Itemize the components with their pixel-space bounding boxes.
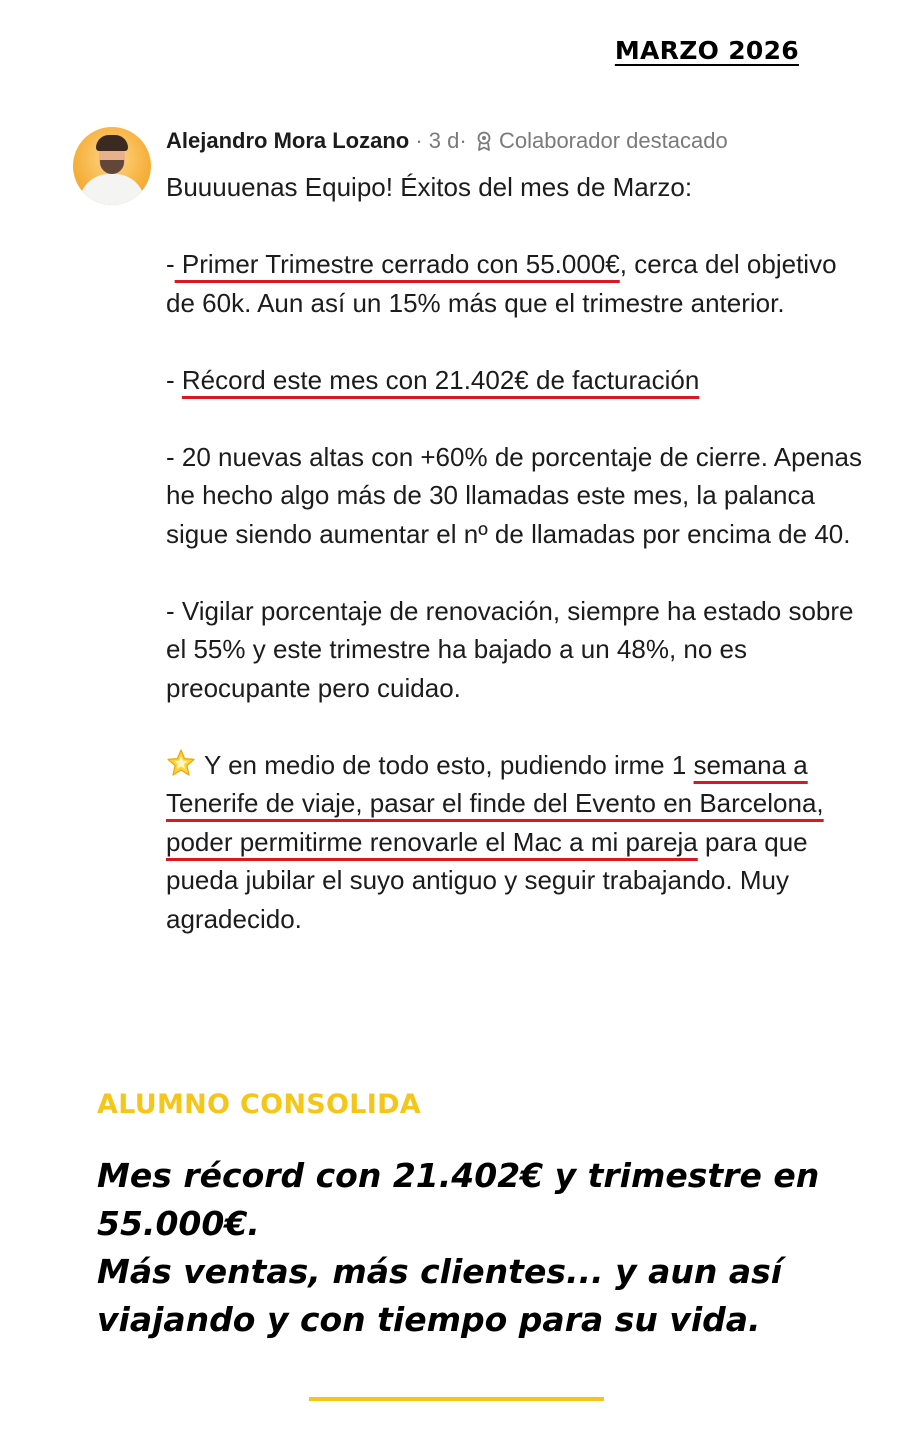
highlight-lifestyle: semana a Tenerife de viaje, pasar el finde del Evento en Barcelona, poder permitirme renovarle el Mac a mi pareja xyxy=(166,749,824,857)
month-title: MARZO 2026 xyxy=(614,36,799,65)
headline-line-2: Más ventas, más clientes... y aun así viajando y con tiempo para su vida. xyxy=(97,1252,783,1339)
footer-divider xyxy=(309,1397,604,1401)
post-greeting: Buuuuenas Equipo! Éxitos del mes de Marzo: xyxy=(166,172,693,202)
headline-line-1: Mes récord con 21.402€ y trimestre en 55.000€. xyxy=(97,1156,820,1243)
post-time: · 3 d· xyxy=(409,128,467,153)
highlight-quarter: Primer Trimestre cerrado con 55.000€ xyxy=(174,249,620,279)
post-paragraph-2: - Récord este mes con 21.402€ de facturación xyxy=(166,364,700,395)
highlight-record: Récord este mes con 21.402€ de facturación xyxy=(181,364,700,395)
post-body xyxy=(166,168,866,938)
post-meta xyxy=(166,128,728,154)
post-paragraph-1: - Primer Trimestre cerrado con 55.000€, cerca del objetivo de 60k. Aun así un 15% más que el trimestre anterior. xyxy=(166,249,837,318)
section-label: ALUMNO CONSOLIDA xyxy=(97,1089,422,1120)
badge-label: Colaborador destacado xyxy=(498,128,728,153)
author-name[interactable]: Alejandro Mora Lozano xyxy=(166,128,410,153)
summary-headline xyxy=(97,1152,857,1344)
post-paragraph-4: - Vigilar porcentaje de renovación, siempre ha estado sobre el 55% y este trimestre ha bajado a un 48%, no es preocupante pero cuidao. xyxy=(166,595,854,703)
post-paragraph-5: Y en medio de todo esto, pudiendo irme 1 semana a Tenerife de viaje, pasar el finde del Evento en Barcelona, poder permitirme renovarle el Mac a mi pareja para que pueda jubilar el suyo antiguo y seguir trabajando. Muy agradecido. xyxy=(166,749,824,934)
avatar[interactable] xyxy=(73,127,151,205)
award-badge-icon xyxy=(475,131,493,151)
glowing-star-icon xyxy=(166,748,196,778)
post-paragraph-3: - 20 nuevas altas con +60% de porcentaje de cierre. Apenas he hecho algo más de 30 llamadas este mes, la palanca sigue siendo aumentar el nº de llamadas por encima de 40. xyxy=(166,441,862,549)
